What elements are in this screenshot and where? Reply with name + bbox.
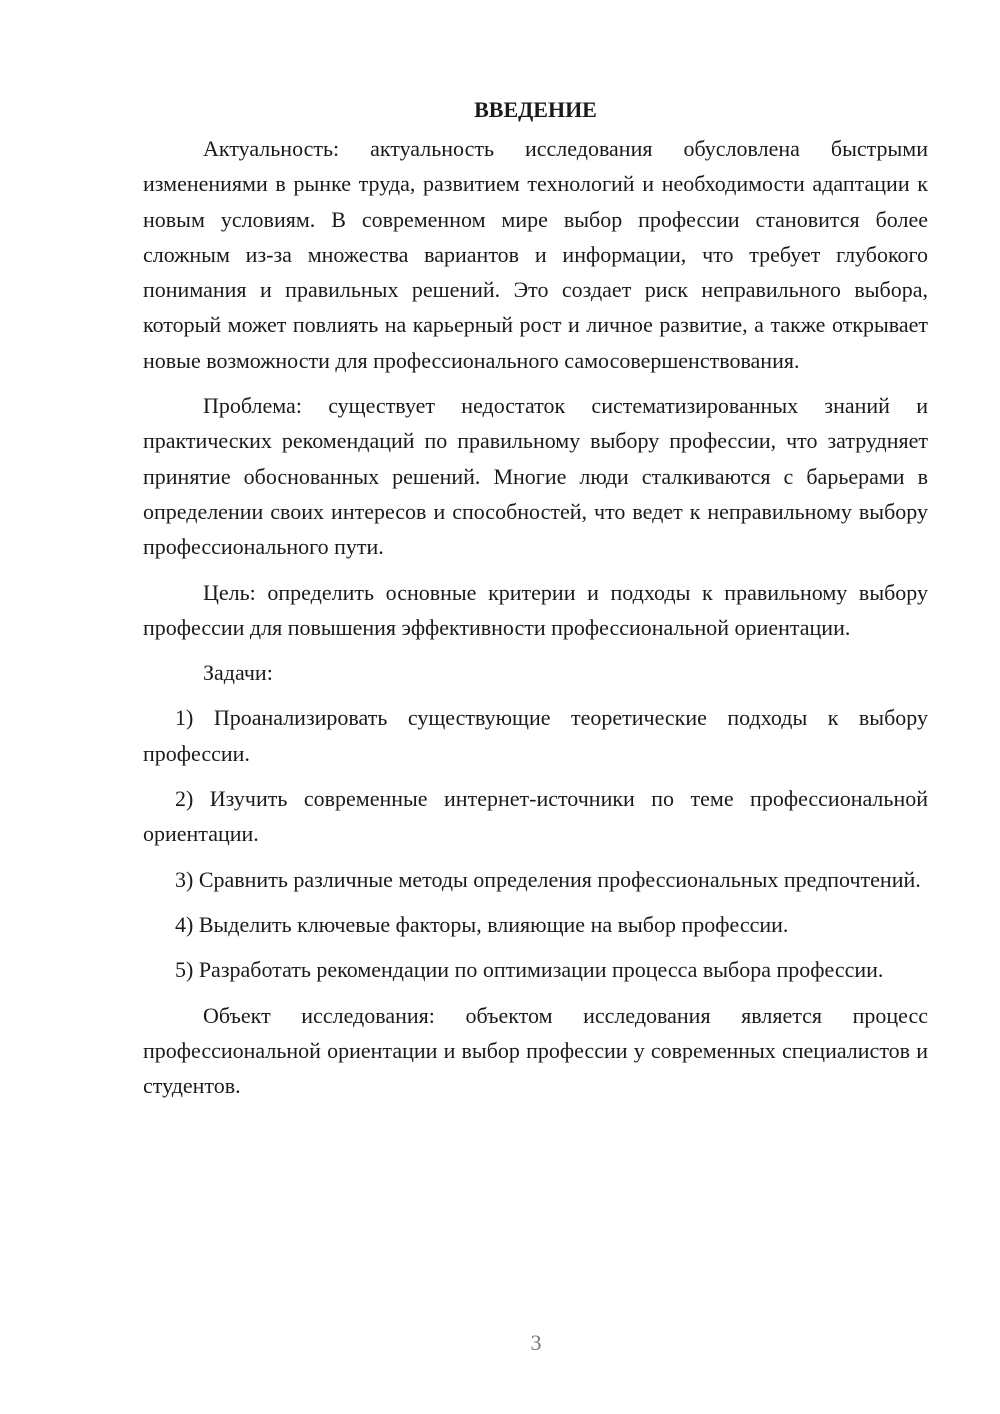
paragraph-problem: Проблема: существует недостаток систематизированных знаний и практических рекомендаций по правильному выбору профессии, что затрудняет принятие обоснованных решений. Многие люди сталкиваются с барьерами в определении своих интересов и способностей, что ведет к неправильному выбору профессионального пути. (143, 393, 928, 560)
page-title: ВВЕДЕНИЕ (474, 97, 597, 122)
task-item: 5) Разработать рекомендации по оптимизации процесса выбора профессии. (175, 957, 884, 983)
document-page (143, 92, 928, 1113)
task-item: 3) Сравнить различные методы определения профессиональных предпочтений. (175, 866, 921, 892)
task-item: 2) Изучить современные интернет-источники по теме профессиональной ориентации. (143, 786, 928, 847)
task-item: 4) Выделить ключевые факторы, влияющие на выбор профессии. (175, 911, 789, 937)
paragraph-object: Объект исследования: объектом исследования является процесс профессиональной ориентации и выбор профессии у современных специалистов и студентов. (143, 1002, 928, 1099)
paragraph-relevance: Актуальность: актуальность исследования обусловлена быстрыми изменениями в рынке труда, развитием технологий и необходимости адаптации к новым условиям. В современном мире выбор профессии становится более сложным из-за множества вариантов и информации, что требует глубокого понимания и правильных решений. Это создает риск неправильного выбора, который может повлиять на карьерный рост и личное развитие, а также открывает новые возможности для профессионального самосовершенствования. (143, 136, 928, 373)
page-number: 3 (530, 1330, 542, 1355)
tasks-label: Задачи: (203, 660, 273, 686)
paragraph-goal: Цель: определить основные критерии и подходы к правильному выбору профессии для повышения эффективности профессиональной ориентации. (143, 579, 928, 640)
task-item: 1) Проанализировать существующие теоретические подходы к выбору профессии. (143, 705, 928, 766)
